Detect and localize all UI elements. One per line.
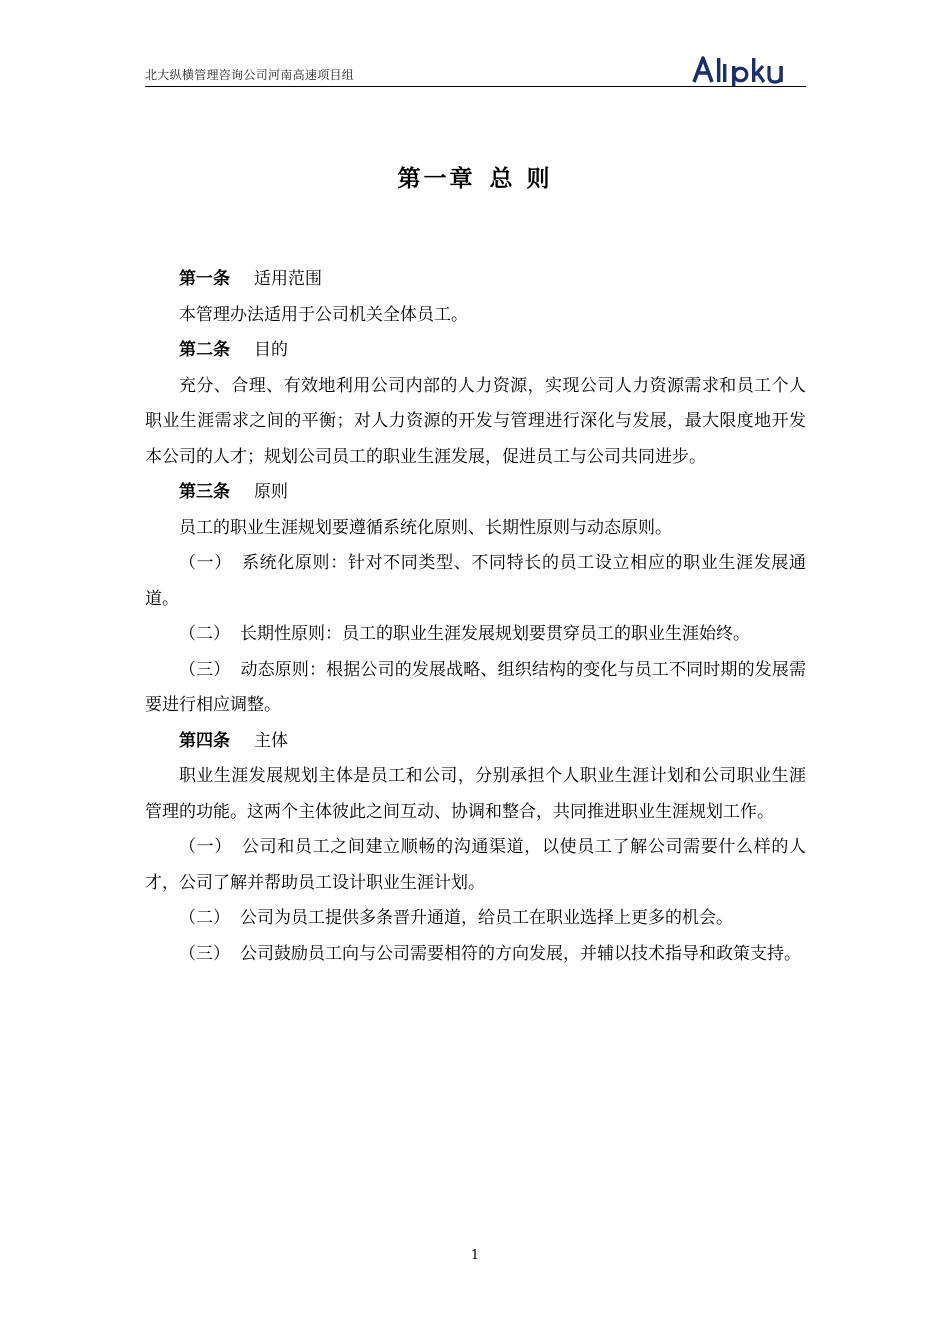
article-number: 第一条 <box>179 269 230 289</box>
list-item-text: 长期性原则：员工的职业生涯发展规划要贯穿员工的职业生涯始终。 <box>240 624 750 644</box>
page-header <box>145 52 806 87</box>
article-paragraph: 充分、合理、有效地利用公司内部的人力资源，实现公司人力资源需求和员工个人职业生涯需求之间的平衡；对人力资源的开发与管理进行深化与发展，最大限度地开发本公司的人才；规划公司员工的职业生涯发展，促进员工与公司共同进步。 <box>145 375 806 467</box>
article-heading <box>145 475 806 511</box>
chapter-name: 总 则 <box>489 165 553 192</box>
list-item-text: 动态原则：根据公司的发展战略、组织结构的变化与员工不同时期的发展需要进行相应调整。 <box>145 659 807 715</box>
article-heading <box>145 724 806 760</box>
list-item <box>145 653 806 724</box>
list-item-text: 公司为员工提供多条晋升通道，给员工在职业选择上更多的机会。 <box>240 908 733 928</box>
article-paragraph: 职业生涯发展规划主体是员工和公司，分别承担个人职业生涯计划和公司职业生涯管理的功能。这两个主体彼此之间互动、协调和整合，共同推进职业生涯规划工作。 <box>145 766 806 822</box>
document-body <box>145 262 806 972</box>
article-number: 第二条 <box>179 340 230 360</box>
article-paragraph: 员工的职业生涯规划要遵循系统化原则、长期性原则与动态原则。 <box>179 517 672 538</box>
list-item <box>145 937 806 973</box>
list-item <box>145 617 806 653</box>
list-item-marker: （一） <box>179 837 232 857</box>
article-number: 第三条 <box>179 482 230 502</box>
list-item-marker: （三） <box>179 659 231 680</box>
article-name: 目的 <box>254 340 288 360</box>
list-item-marker: （三） <box>179 943 230 964</box>
list-item-marker: （二） <box>179 908 230 928</box>
article-number: 第四条 <box>179 730 230 751</box>
list-item-marker: （一） <box>179 553 232 573</box>
list-item-text: 公司鼓励员工向与公司需要相符的方向发展，并辅以技术指导和政策支持。 <box>240 943 801 964</box>
article-heading <box>145 333 806 369</box>
article-name: 原则 <box>254 482 288 502</box>
list-item <box>145 901 806 937</box>
list-item-marker: （二） <box>179 624 230 644</box>
list-item <box>145 830 806 901</box>
list-item-text: 系统化原则：针对不同类型、不同特长的员工设立相应的职业生涯发展通道。 <box>145 553 807 609</box>
chapter-title <box>0 160 950 193</box>
allpku-logo <box>690 52 806 86</box>
page-number: 1 <box>470 1248 480 1263</box>
list-item <box>145 546 806 617</box>
chapter-number: 第一章 <box>397 165 476 192</box>
article-name: 适用范围 <box>254 269 322 289</box>
header-org-text: 北大纵横管理咨询公司河南高速项目组 <box>145 68 355 82</box>
list-item-text: 公司和员工之间建立顺畅的沟通渠道，以使员工了解公司需要什么样的人才，公司了解并帮助员工设计职业生涯计划。 <box>145 837 807 893</box>
article-paragraph: 本管理办法适用于公司机关全体员工。 <box>179 304 468 325</box>
article-heading <box>145 262 806 298</box>
article-name: 主体 <box>254 730 288 751</box>
